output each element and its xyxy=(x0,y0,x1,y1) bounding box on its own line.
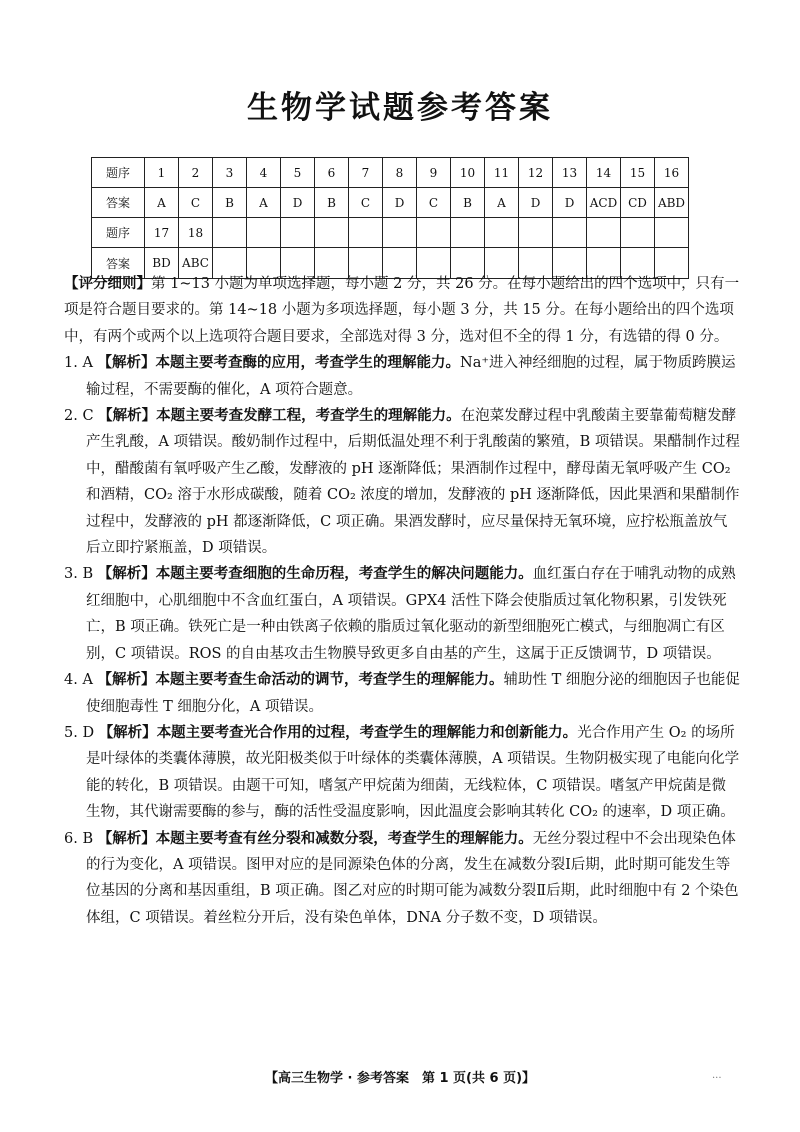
row-label: 答案 xyxy=(92,188,145,218)
item-label: 【解析】 xyxy=(97,566,156,583)
page-title: 生物学试题参考答案 xyxy=(247,90,553,126)
item-lead: 本题主要考查酶的应用，考查学生的理解能力。 xyxy=(155,355,461,372)
table-cell xyxy=(621,218,655,248)
table-cell: 17 xyxy=(145,218,179,248)
scoring-rules xyxy=(64,271,740,350)
item-number: 4. A xyxy=(64,672,93,689)
footer-mark: ... xyxy=(712,1070,722,1081)
table-cell: D xyxy=(519,188,553,218)
item-lead: 本题主要考查细胞的生命历程，考查学生的解决问题能力。 xyxy=(155,566,533,583)
explanation-item xyxy=(64,403,740,561)
table-cell: 13 xyxy=(553,158,587,188)
item-text: 在泡菜发酵过程中乳酸菌主要靠葡萄糖发酵产生乳酸，A 项错误。酸奶制作过程中，后期低温处理不利于乳酸菌的繁殖，B 项错误。果醋制作过程中，醋酸菌有氧呼吸产生乙酸，发酵液的 pH 逐渐降低；果酒制作过程中，酵母菌无氧呼吸产生 CO₂ 和酒精，CO₂ 溶于水形成碳酸，随着 CO₂ 浓度的增加，发酵液的 pH 逐渐降低，因此果酒和果醋制作过程中，发酵液的 pH 都逐渐降低，C 项正确。果酒发酵时，应尽量保持无氧环境，应拧松瓶盖放气后立即拧紧瓶盖，D 项错误。 xyxy=(86,408,740,557)
table-cell: 18 xyxy=(179,218,213,248)
table-cell: D xyxy=(553,188,587,218)
item-lead: 本题主要考查生命活动的调节，考查学生的理解能力。 xyxy=(155,672,504,689)
item-text: 无丝分裂过程中不会出现染色体的行为变化，A 项错误。图甲对应的是同源染色体的分离，发生在减数分裂Ⅰ后期，此时期可能发生等位基因的分离和基因重组，B 项正确。图乙对应的时期可能为减数分裂Ⅱ后期，此时细胞中有 2 个染色体组，C 项错误。着丝粒分开后，没有染色单体，DNA 分子数不变，D 项错误。 xyxy=(86,830,739,926)
item-label: 【解析】 xyxy=(97,830,156,847)
item-lead: 本题主要考查光合作用的过程，考查学生的理解能力和创新能力。 xyxy=(156,724,578,741)
table-cell: 10 xyxy=(451,158,485,188)
table-cell: ACD xyxy=(587,188,621,218)
scoring-text: 第 1~13 小题为单项选择题，每小题 2 分，共 26 分。在每小题给出的四个选项中，只有一项是符合题目要求的。第 14~18 小题为多项选择题，每小题 3 分，共 15 分。在每小题给出的四个选项中，有两个或两个以上选项符合题目要求，全部选对得 3 分，选对但不全的得 1 分，有选错的得 0 分。 xyxy=(64,276,740,345)
table-cell xyxy=(519,218,553,248)
table-cell: 5 xyxy=(281,158,315,188)
table-cell xyxy=(451,218,485,248)
item-number: 3. B xyxy=(64,566,94,583)
table-cell xyxy=(383,218,417,248)
item-lead: 本题主要考查有丝分裂和减数分裂，考查学生的理解能力。 xyxy=(155,830,533,847)
item-label: 【解析】 xyxy=(97,355,156,372)
explanation-item xyxy=(64,826,740,932)
row-label: 答案 xyxy=(92,248,145,279)
table-cell: 7 xyxy=(349,158,383,188)
table-cell xyxy=(281,218,315,248)
table-cell xyxy=(213,218,247,248)
table-cell: 9 xyxy=(417,158,451,188)
table-cell: C xyxy=(349,188,383,218)
table-cell xyxy=(247,218,281,248)
table-cell: 1 xyxy=(145,158,179,188)
item-number: 2. C xyxy=(64,408,94,425)
table-cell: B xyxy=(451,188,485,218)
table-cell: 11 xyxy=(485,158,519,188)
item-lead: 本题主要考查发酵工程，考查学生的理解能力。 xyxy=(156,408,461,425)
item-text: 光合作用产生 O₂ 的场所是叶绿体的类囊体薄膜，故光阳极类似于叶绿体的类囊体薄膜，A 项错误。生物阴极实现了电能向化学能的转化，B 项错误。由题干可知，嗜氢产甲烷菌为细菌，无线粒体，C 项错误。嗜氢产甲烷菌是微生物，其代谢需要酶的参与，酶的活性受温度影响，因此温度会影响其转化 CO₂ 的速率，D 项正确。 xyxy=(86,724,740,821)
table-cell: 8 xyxy=(383,158,417,188)
scoring-label: 【评分细则】 xyxy=(64,276,151,292)
table-cell xyxy=(485,218,519,248)
explanation-item xyxy=(64,720,740,826)
table-cell: D xyxy=(383,188,417,218)
item-text: 血红蛋白存在于哺乳动物的成熟红细胞中，心肌细胞中不含血红蛋白，A 项错误。GPX4 活性下降会使脂质过氧化物积累，引发铁死亡，B 项正确。铁死亡是一种由铁离子依赖的脂质过氧化驱动的新型细胞死亡模式，与细胞凋亡有区别，C 项错误。ROS 的自由基攻击生物膜导致更多自由基的产生，这属于正反馈调节，D 项错误。 xyxy=(86,566,736,662)
item-number: 6. B xyxy=(64,830,94,847)
table-cell: 12 xyxy=(519,158,553,188)
table-row xyxy=(92,218,689,248)
table-cell: C xyxy=(179,188,213,218)
table-cell: A xyxy=(145,188,179,218)
table-cell: 4 xyxy=(247,158,281,188)
table-cell: 6 xyxy=(315,158,349,188)
explanation-item xyxy=(64,667,740,720)
table-cell: ABC xyxy=(179,248,213,279)
table-cell: 16 xyxy=(655,158,689,188)
page-footer: 【高三生物学 · 参考答案 第 1 页(共 6 页)】 xyxy=(264,1071,536,1086)
table-cell: B xyxy=(213,188,247,218)
table-row xyxy=(92,188,689,218)
row-label: 题序 xyxy=(92,218,145,248)
table-cell: B xyxy=(315,188,349,218)
table-cell xyxy=(315,218,349,248)
item-label: 【解析】 xyxy=(98,408,157,425)
table-cell xyxy=(349,218,383,248)
table-cell xyxy=(417,218,451,248)
table-cell: 15 xyxy=(621,158,655,188)
table-cell: A xyxy=(485,188,519,218)
table-cell: A xyxy=(247,188,281,218)
table-row xyxy=(92,158,689,188)
item-text: 辅助性 T 细胞分泌的细胞因子也能促使细胞毒性 T 细胞分化，A 项错误。 xyxy=(86,672,740,715)
item-label: 【解析】 xyxy=(97,672,156,689)
answer-table xyxy=(91,157,689,279)
table-cell: BD xyxy=(145,248,179,279)
table-cell: CD xyxy=(621,188,655,218)
table-cell: 14 xyxy=(587,158,621,188)
table-cell xyxy=(655,218,689,248)
table-cell: D xyxy=(281,188,315,218)
item-number: 5. D xyxy=(64,724,95,741)
item-text: Na⁺进入神经细胞的过程，属于物质跨膜运输过程，不需要酶的催化，A 项符合题意。 xyxy=(86,355,736,398)
item-number: 1. A xyxy=(64,355,93,372)
item-label: 【解析】 xyxy=(98,724,157,741)
explanations xyxy=(64,350,740,931)
row-label: 题序 xyxy=(92,158,145,188)
answer-content xyxy=(64,271,740,931)
table-cell xyxy=(553,218,587,248)
explanation-item xyxy=(64,350,740,403)
table-cell: C xyxy=(417,188,451,218)
table-cell: 3 xyxy=(213,158,247,188)
table-cell: ABD xyxy=(655,188,689,218)
table-cell xyxy=(587,218,621,248)
explanation-item xyxy=(64,561,740,667)
table-cell: 2 xyxy=(179,158,213,188)
